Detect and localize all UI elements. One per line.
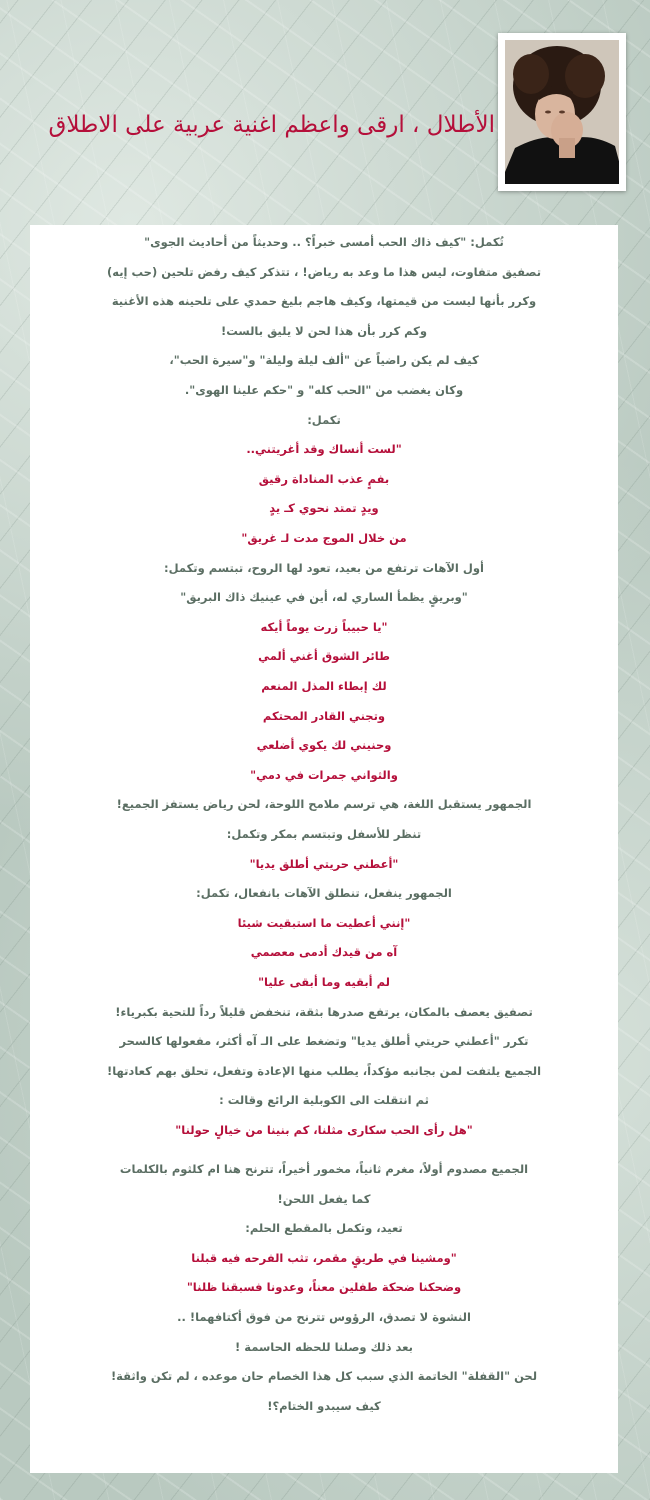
page-title: الأطلال ، ارقى واعظم اغنية عربية على الاطلاق bbox=[48, 112, 495, 138]
prose-line: بعد ذلك وصلنا للحظه الحاسمة ! bbox=[235, 1339, 413, 1354]
lyric-line: وضحكنا ضحكة طفلين معناً، وعدونا فسبقنا ظلنا" bbox=[186, 1280, 462, 1295]
singer-photo bbox=[498, 33, 626, 191]
lyric-line: ويدٍ تمتد نحوي كـ يدٍ bbox=[269, 501, 379, 516]
article-body bbox=[30, 225, 618, 1473]
prose-line: الجميع يلتفت لمن بجانبه مؤكداً، يطلب منها الإعادة وتفعل، تحلق بهم كعادتها! bbox=[106, 1063, 542, 1078]
prose-line: أول الآهات ترتفع من بعيد، تعود لها الروح، تبتسم وتكمل: bbox=[164, 560, 484, 575]
prose-line: الجمهور يستقبل اللغة، هي ترسم ملامح اللوحة، لحن رياض يستفز الجميع! bbox=[116, 797, 532, 812]
prose-line: النشوة لا تصدق، الرؤوس تترنح من فوق أكتافهما! .. bbox=[177, 1310, 471, 1324]
prose-line: كيف سيبدو الختام؟! bbox=[267, 1398, 381, 1413]
prose-line: وكم كرر بأن هذا لحن لا يليق بالست! bbox=[220, 323, 428, 338]
lyric-line: بفمٍ عذب المناداة رقيق bbox=[258, 471, 390, 486]
prose-line: تنظر للأسفل وتبتسم بمكر وتكمل: bbox=[226, 827, 422, 841]
lyric-line: طائر الشوق أغني ألمي bbox=[258, 649, 390, 664]
header bbox=[0, 0, 650, 225]
prose-line: الجمهور ينفعل، تنطلق الآهات بانفعال، تكمل: bbox=[196, 886, 452, 901]
lyric-line: من خلال الموج مدت لـ غريق" bbox=[241, 531, 407, 545]
lyric-line: وتجني القادر المحتكم bbox=[262, 708, 386, 723]
lyric-line: "أعطني حريتي أطلق يديا" bbox=[249, 856, 399, 871]
prose-line: تعيد، وتكمل بالمقطع الحلم: bbox=[245, 1221, 403, 1236]
article-panel bbox=[30, 225, 618, 1473]
lyric-line: وحنيني لك يكوي أضلعي bbox=[256, 738, 392, 753]
lyric-line: آه من قيدك أدمى معصمي bbox=[250, 945, 398, 960]
prose-line: الجميع مصدوم أولاً، مغرم ثانياً، مخمور أخيراً، تترنح هنا ام كلثوم بالكلمات bbox=[119, 1162, 529, 1176]
prose-line: تكرر "أعطني حريتي أطلق يديا" وتضغط على الـ آه أكثر، مفعولها كالسحر bbox=[119, 1034, 529, 1049]
prose-line: كيف لم يكن راضياً عن "ألف ليلة وليلة" و"سيرة الحب"، bbox=[169, 353, 479, 368]
prose-line: ثم انتقلت الى الكوبلية الرائع وقالت : bbox=[219, 1093, 429, 1108]
lyric-line: "ومشينا في طريقٍ مقمر، تثب الفرحه فيه قبلنا bbox=[191, 1250, 457, 1265]
prose-line: تصفيق متفاوت، ليس هذا ما وعد به رياض! ، تتذكر كيف رفض تلحين (حب إيه) bbox=[106, 264, 542, 279]
lyric-line: لك إبطاء المذل المنعم bbox=[261, 679, 387, 693]
prose-line: كما يفعل اللحن! bbox=[277, 1191, 371, 1206]
lyric-line: "لست أنساك وقد أغريتني.. bbox=[246, 442, 402, 457]
lyric-line: والثواني جمرات في دمي" bbox=[250, 767, 398, 782]
prose-line: وكان يغضب من "الحب كله" و "حكم علينا الهوى". bbox=[184, 383, 464, 397]
prose-line: وكرر بأنها ليست من قيمتها، وكيف هاجم بليغ حمدي على تلحينه هذه الأغنية bbox=[111, 294, 537, 309]
lyric-line: "إنني أعطيت ما استبقيت شيئا bbox=[237, 915, 411, 930]
prose-line: لحن "القفلة" الخاتمة الذي سبب كل هذا الخصام حان موعده ، لم تكن واثقة! bbox=[110, 1369, 538, 1384]
lyric-line: "هل رأى الحب سكارى مثلنا، كم بنينا من خيالٍ حولنا" bbox=[175, 1123, 473, 1137]
lyric-line: لم أبقيه وما أبقى عليا" bbox=[258, 975, 390, 989]
prose-line: تُكمل: "كيف ذاك الحب أمسى خبراً؟ .. وحديثاً من أحاديث الجوى" bbox=[144, 235, 504, 249]
prose-line: تصفيق يعصف بالمكان، يرتفع صدرها بثقة، تنخفض قليلاً رداً للتحية بكبرياء! bbox=[115, 1004, 533, 1019]
prose-line: تكمل: bbox=[307, 412, 341, 427]
lyric-line: "يا حبيباً زرت يوماً أيكه bbox=[260, 619, 388, 634]
prose-line: "وبريقٍ يظمأ الساري له، أين في عينيك ذاك البريق" bbox=[180, 590, 468, 605]
